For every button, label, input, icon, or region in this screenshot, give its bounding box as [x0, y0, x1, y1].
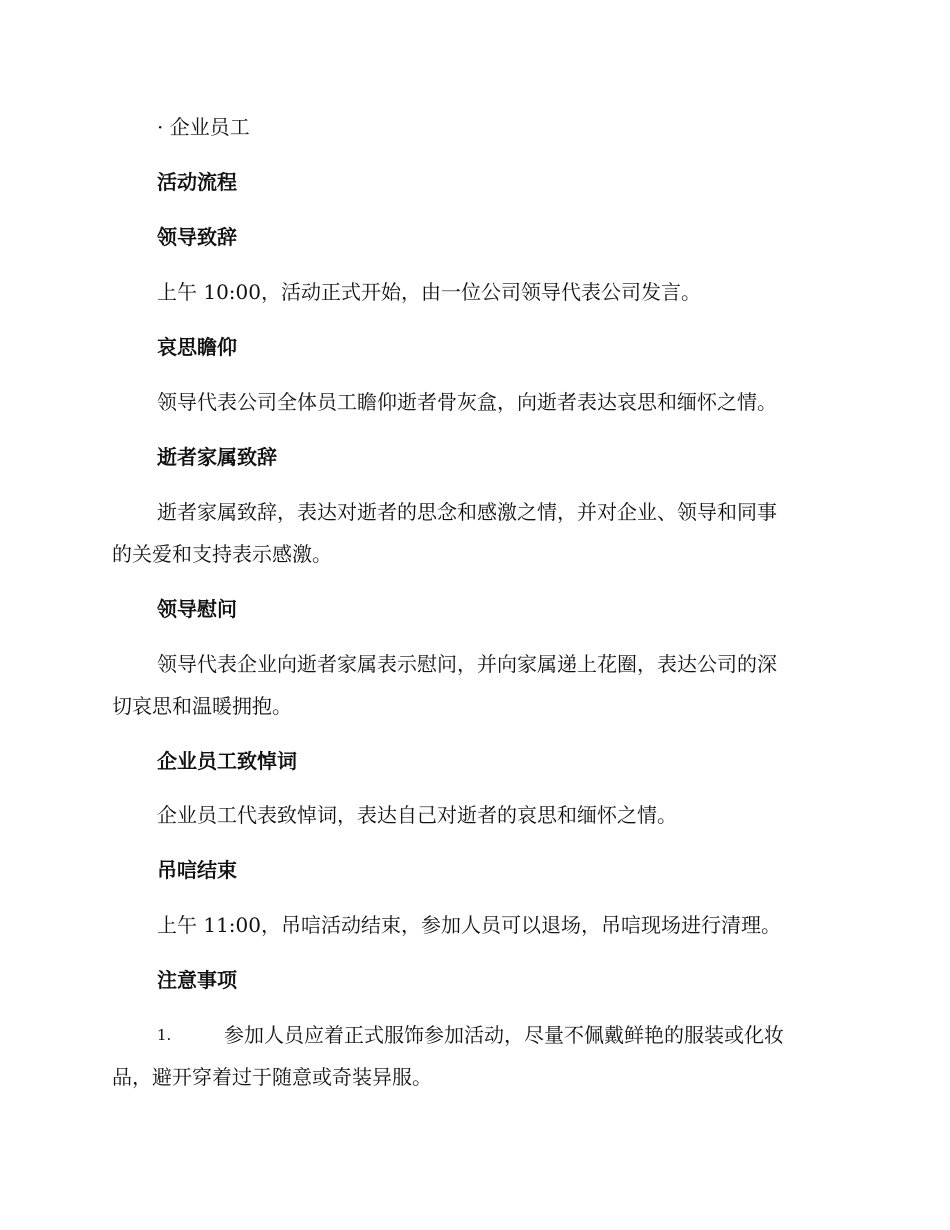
paragraph-condolence-end: 上午 11:00，吊唁活动结束，参加人员可以退场，吊唁现场进行清理。: [157, 913, 781, 937]
paragraph-family-speech-line-2: 的关爱和支持表示感激。: [112, 542, 332, 566]
heading-leader-speech: 领导致辞: [157, 225, 237, 249]
list-item-number: 1.: [157, 1026, 172, 1044]
paragraph-leader-speech: 上午 10:00，活动正式开始，由一位公司领导代表公司发言。: [157, 280, 701, 304]
paragraph-family-speech-line-1: 逝者家属致辞，表达对逝者的思念和感激之情，并对企业、领导和同事: [157, 500, 777, 524]
heading-family-speech: 逝者家属致辞: [157, 445, 277, 469]
paragraph-employee-eulogy: 企业员工代表致悼词，表达自己对逝者的哀思和缅怀之情。: [157, 803, 677, 827]
list-item-line-1: 参加人员应着正式服饰参加活动，尽量不佩戴鲜艳的服装或化妆: [224, 1023, 784, 1047]
heading-leader-condolence: 领导慰问: [157, 597, 237, 621]
paragraph-leader-condolence-line-1: 领导代表企业向逝者家属表示慰问，并向家属递上花圈，表达公司的深: [157, 652, 777, 676]
heading-employee-eulogy: 企业员工致悼词: [157, 749, 297, 773]
bullet-item: · 企业员工: [157, 115, 250, 139]
paragraph-leader-condolence-line-2: 切哀思和温暖拥抱。: [112, 694, 292, 718]
heading-activity-process: 活动流程: [157, 170, 237, 194]
heading-notes: 注意事项: [157, 968, 237, 992]
heading-condolence-end: 吊唁结束: [157, 858, 237, 882]
list-item-line-2: 品，避开穿着过于随意或奇装异服。: [112, 1065, 432, 1089]
heading-mourning-tribute: 哀思瞻仰: [157, 335, 237, 359]
paragraph-mourning-tribute: 领导代表公司全体员工瞻仰逝者骨灰盒，向逝者表达哀思和缅怀之情。: [157, 390, 777, 414]
